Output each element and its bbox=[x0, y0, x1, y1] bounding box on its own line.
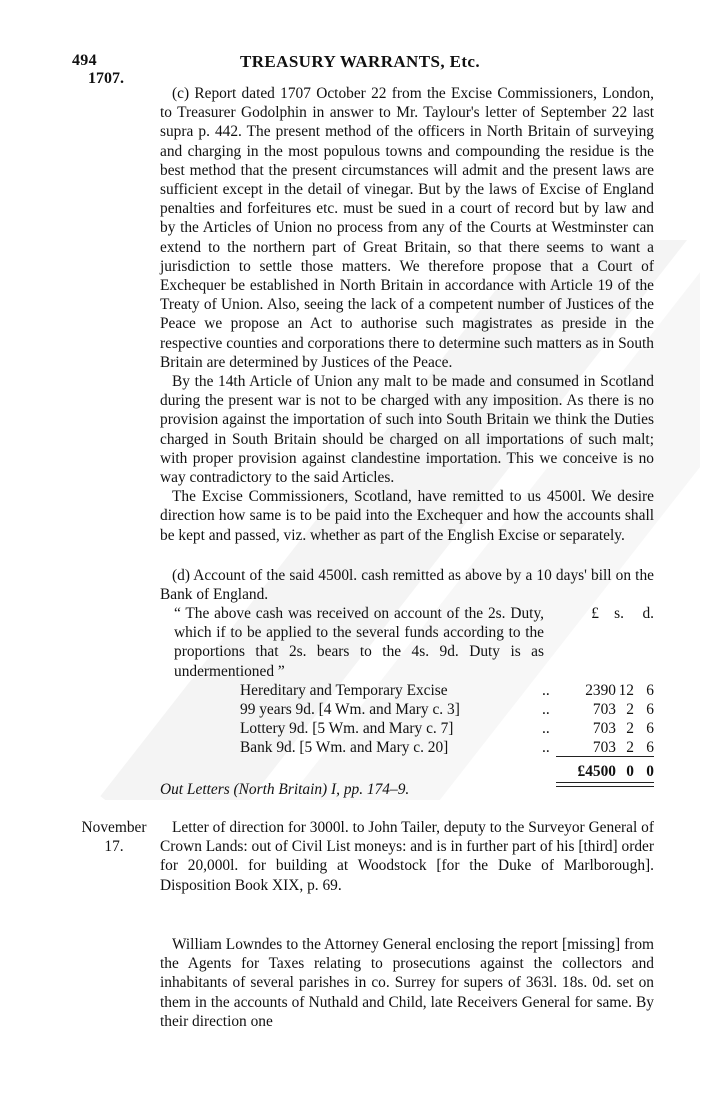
account-label: Bank 9d. [5 Wm. and Mary c. 20] bbox=[240, 739, 449, 756]
lowndes-entry bbox=[160, 935, 654, 1031]
leader-dots: .. bbox=[542, 701, 550, 718]
pounds-heading: £ bbox=[591, 605, 599, 622]
leader-dots: .. bbox=[542, 682, 550, 699]
shillings-value: 2 bbox=[626, 739, 634, 756]
leader-dots: .. bbox=[542, 720, 550, 737]
shillings-value: 12 bbox=[618, 682, 634, 699]
margin-date-month: November bbox=[81, 819, 147, 836]
running-title: TREASURY WARRANTS, Etc. bbox=[240, 52, 481, 71]
total-row bbox=[556, 762, 654, 782]
sum-rule bbox=[556, 756, 654, 757]
account-row bbox=[240, 738, 654, 758]
shillings-value: 2 bbox=[626, 701, 634, 718]
page-number: 494 bbox=[72, 52, 97, 69]
account-label: Hereditary and Temporary Excise bbox=[240, 682, 448, 699]
account-table bbox=[160, 604, 654, 784]
leader-dots: .. bbox=[542, 739, 550, 756]
total-double-rule bbox=[556, 782, 654, 787]
entry-text: William Lowndes to the Attorney General enclosing the report [missing] from the Agents for Taxes relating to prosecutions against the collectors and inhabitants of several parishes in co. Surrey for supers of 363l. 18s. 0d. set on them in the accounts of Nuthald and Child, late Receivers General for same. By their direction one bbox=[160, 936, 654, 1030]
paragraph: (c) Report dated 1707 October 22 from the Excise Commissioners, London, to Treasurer Godolphin in answer to Mr. Taylour's letter of September 22 last supra p. 442. The present method of the officers in North Britain of surveying and charging in the most populous towns and compounding the residue is the best method that the present circumstances will admit and the present laws are sufficient except in the detail of vinegar. But by the laws of Excise of England penalties and forfeitures etc. must be sued in a court of record but by law and by the Articles of Union no process from any of the Courts at Westminster can extend to the northern part of Great Britain, so that there seems to want a jurisdiction to settle those matters. We therefore propose that a Court of Exchequer be established in North Britain in accordance with Article 19 of the Treaty of Union. Also, seeing the lack of a competent number of Justices of the Peace we propose an Act to authorise such magistrates as preside in the respective counties and corporations there to determine such matters as in South Britain are determined by Justices of the Peace. bbox=[160, 85, 654, 371]
column-headings bbox=[578, 604, 654, 624]
entry-text: Letter of direction for 3000l. to John Tailer, deputy to the Surveyor General of Crown Lands: out of Civil List moneys: and is in further part of his [third] order for 20,000l. for building at Woodstock [for the Duke of Marlborough]. Disposition Book XIX, p. 69. bbox=[160, 819, 654, 894]
total-shillings: 0 bbox=[626, 763, 634, 780]
account-label: 99 years 9d. [4 Wm. and Mary c. 3] bbox=[240, 701, 460, 718]
source-reference: Out Letters (North Britain) I, pp. 174–9. bbox=[160, 781, 410, 798]
section-c bbox=[160, 84, 654, 545]
shillings-heading: s. bbox=[614, 605, 624, 622]
pence-value: 6 bbox=[646, 682, 654, 699]
pounds-value: 703 bbox=[592, 701, 616, 718]
pence-heading: d. bbox=[642, 605, 654, 622]
pounds-value: 703 bbox=[592, 739, 616, 756]
section-d-intro bbox=[160, 566, 654, 604]
pence-value: 6 bbox=[646, 739, 654, 756]
account-row bbox=[240, 700, 654, 720]
paragraph: The Excise Commissioners, Scotland, have remitted to us 4500l. We desire direction how same is to be paid into the Exchequer and how the accounts shall be kept and passed, viz. whether as part of the English Excise or separately. bbox=[160, 488, 654, 544]
paragraph: (d) Account of the said 4500l. cash remitted as above by a 10 days' bill on the Bank of England. bbox=[160, 567, 654, 604]
pounds-value: 703 bbox=[592, 720, 616, 737]
margin-date bbox=[74, 818, 154, 856]
pence-value: 6 bbox=[646, 701, 654, 718]
account-row bbox=[240, 719, 654, 739]
account-row bbox=[240, 681, 654, 701]
account-quote: “ The above cash was received on account of the 2s. Duty, which if to be applied to the several funds according to the proportions that 2s. bears to the 4s. 9d. Duty is as undermentioned ” bbox=[174, 605, 544, 680]
pounds-value: 2390 bbox=[585, 682, 616, 699]
shillings-value: 2 bbox=[626, 720, 634, 737]
november-entry bbox=[160, 818, 654, 895]
pence-value: 6 bbox=[646, 720, 654, 737]
account-label: Lottery 9d. [5 Wm. and Mary c. 7] bbox=[240, 720, 454, 737]
total-pounds: £4500 bbox=[577, 763, 616, 780]
margin-year: 1707. bbox=[88, 70, 124, 87]
total-pence: 0 bbox=[646, 763, 654, 780]
margin-date-day: 17. bbox=[104, 838, 124, 855]
paragraph: By the 14th Article of Union any malt to be made and consumed in Scotland during the present war is not to be charged with any imposition. As there is no provision against the importation of such into South Britain we think the Duties charged in South Britain should be charged on all importations of such malt; with proper provision against clandestine importation. This we conceive is no way contradictory to the said Articles. bbox=[160, 373, 654, 487]
